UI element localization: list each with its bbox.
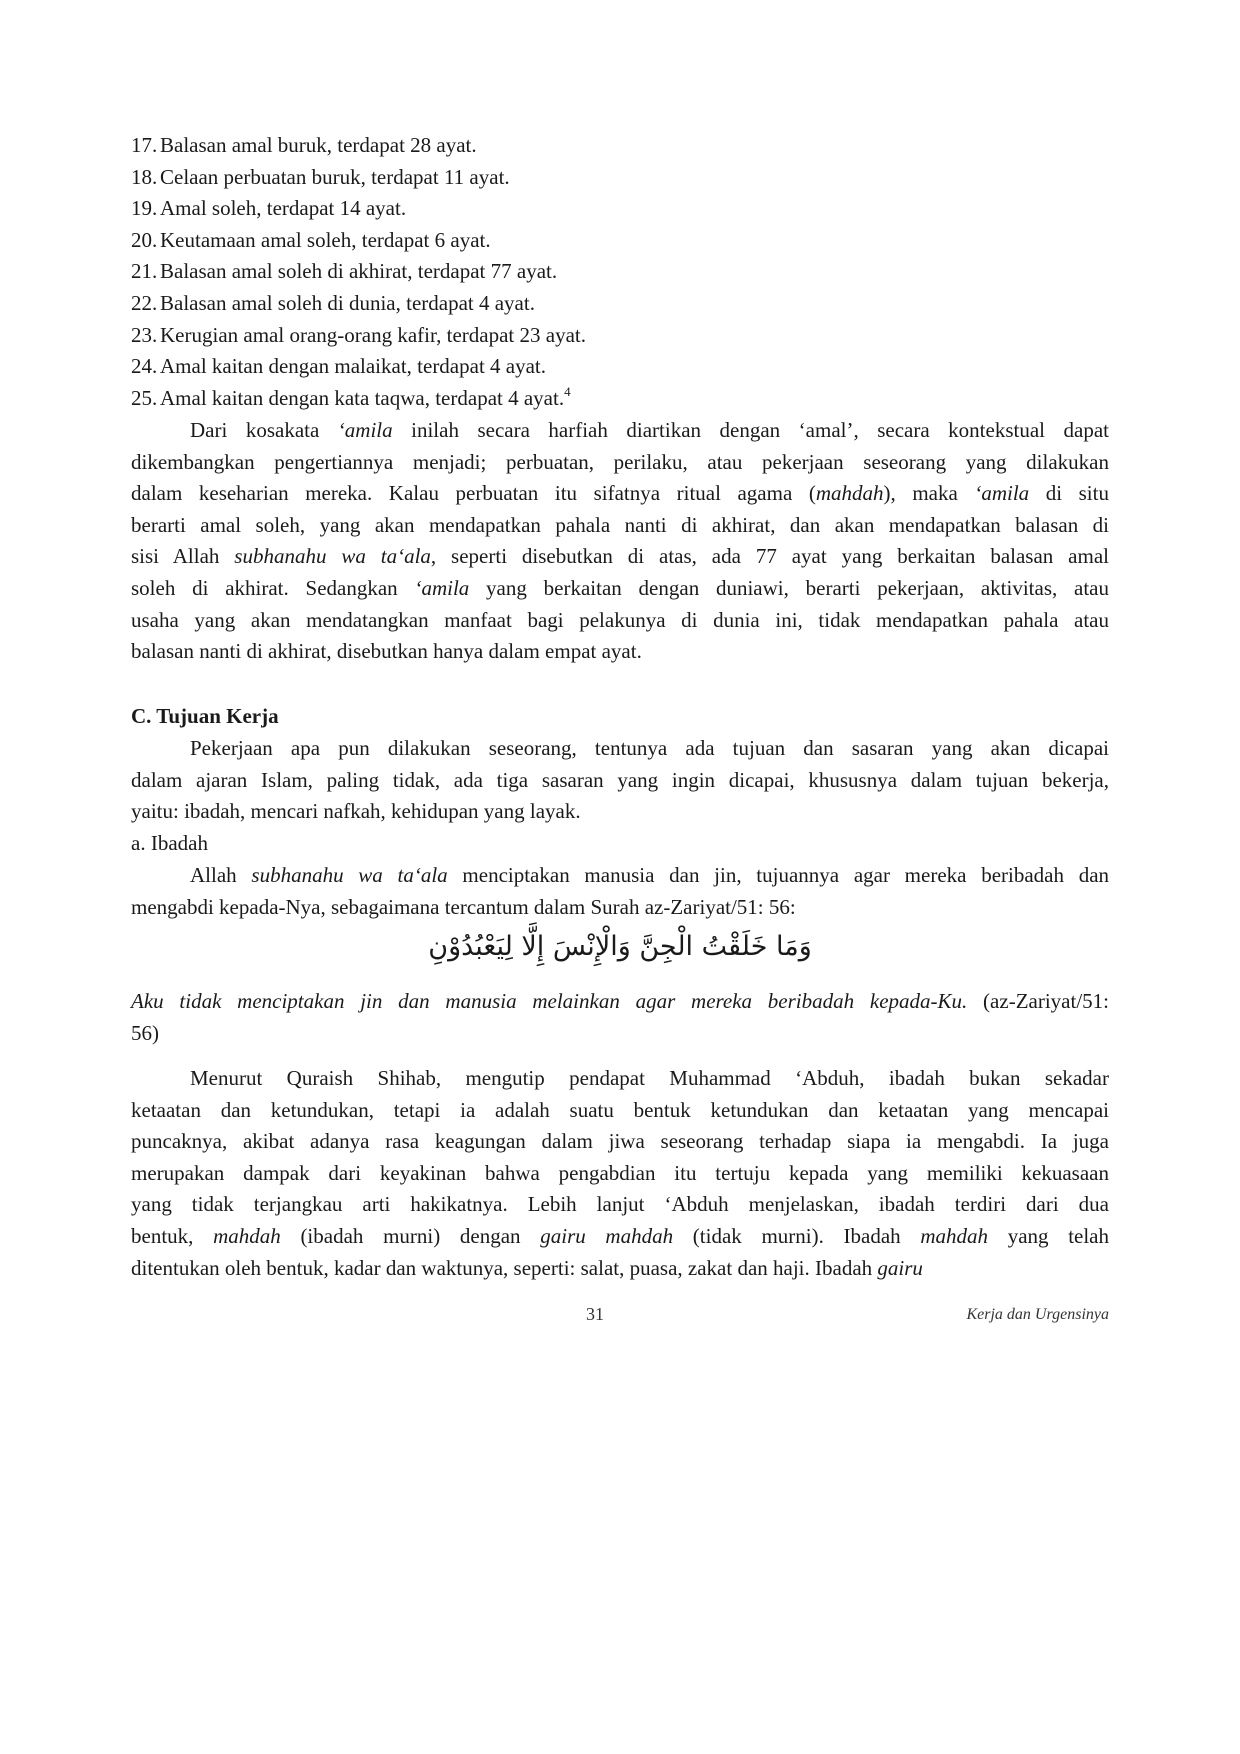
list-item — [131, 227, 1109, 253]
text-run: (az-Zariyat/51: — [967, 989, 1109, 1013]
text-run: ketaatan dan ketundukan, tetapi ia adalah suatu bentuk ketundukan dan ketaatan yang mencapai — [131, 1097, 1109, 1122]
text-line — [131, 798, 1109, 824]
list-text: Balasan amal soleh di dunia, terdapat 4 ayat. — [160, 291, 535, 315]
text-line — [131, 1223, 1109, 1249]
list-text: Balasan amal buruk, terdapat 28 ayat. — [160, 133, 477, 157]
text-line — [131, 1160, 1109, 1186]
italic-text: gairu — [877, 1255, 923, 1280]
text-run: Menurut Quraish Shihab, mengutip pendapat Muhammad ‘Abduh, ibadah bukan sekadar — [190, 1066, 1109, 1090]
text-line — [131, 862, 1109, 888]
text-run: di situ — [1029, 481, 1109, 506]
list-item — [131, 385, 1109, 411]
running-title: Kerja dan Urgensinya — [966, 1306, 1109, 1323]
text-run: yang tidak terjangkau arti hakikatnya. Lebih lanjut ‘Abduh menjelaskan, ibadah terdiri dari dua — [131, 1192, 1109, 1217]
list-item — [131, 290, 1109, 316]
list-number: 20. — [131, 227, 158, 252]
text-run: balasan nanti di akhirat, disebutkan hanya dalam empat ayat. — [131, 639, 642, 664]
text-line — [131, 575, 1109, 601]
text-run: Pekerjaan apa pun dilakukan seseorang, tentunya ada tujuan dan sasaran yang akan dicapai — [190, 736, 1109, 760]
list-item — [131, 322, 1109, 348]
text-run: (ibadah murni) dengan — [280, 1224, 541, 1248]
text-run: dikembangkan pengertiannya menjadi; perbuatan, perilaku, atau pekerjaan seseorang yang dilakukan — [131, 449, 1109, 474]
subheading-ibadah: a. Ibadah — [131, 831, 208, 855]
list-text: Amal soleh, terdapat 14 ayat. — [160, 196, 407, 221]
italic-text: subhanahu wa ta‘ala — [234, 544, 431, 569]
list-text: Kerugian amal orang-orang kafir, terdapat 23 ayat. — [160, 322, 586, 347]
text-run: dalam keseharian mereka. Kalau perbuatan itu sifatnya ritual agama ( — [131, 481, 816, 506]
text-run: yang berkaitan dengan duniawi, berarti pekerjaan, aktivitas, atau — [469, 576, 1109, 600]
list-item — [131, 258, 1109, 284]
text-run: yang telah — [988, 1224, 1109, 1248]
italic-text: ‘amila — [974, 481, 1030, 506]
text-line — [131, 512, 1109, 538]
list-number: 23. — [131, 322, 158, 347]
text-run: ), maka — [883, 481, 975, 506]
list-item — [131, 195, 1109, 221]
list-number: 25. — [131, 385, 158, 410]
text-line — [131, 1020, 1109, 1046]
text-run: berarti amal soleh, yang akan mendapatkan pahala nanti di akhirat, dan akan mendapatkan balasan di — [131, 512, 1109, 537]
list-item — [131, 164, 1109, 190]
text-line — [131, 417, 1109, 443]
text-run: puncaknya, akibat adanya rasa keagungan dalam jiwa seseorang terhadap siapa ia mengabdi. Ia juga — [131, 1129, 1109, 1154]
text-run: dalam ajaran Islam, paling tidak, ada tiga sasaran yang ingin dicapai, khususnya dalam tujuan bekerja, — [131, 767, 1109, 792]
page-number: 31 — [586, 1304, 604, 1324]
text-line — [131, 449, 1109, 475]
list-text: Celaan perbuatan buruk, terdapat 11 ayat. — [160, 164, 510, 189]
italic-text: mahdah — [815, 481, 884, 506]
text-line — [131, 1191, 1109, 1217]
list-number: 21. — [131, 259, 158, 284]
text-run: Allah — [190, 863, 252, 887]
italic-text: Aku tidak menciptakan jin dan manusia melainkan agar mereka beribadah kepada-Ku. — [131, 989, 968, 1013]
italic-text: gairu mahdah — [540, 1224, 674, 1248]
list-number: 17. — [131, 133, 158, 157]
text-run: (tidak murni). Ibadah — [673, 1224, 921, 1248]
text-line — [131, 735, 1109, 761]
italic-text: ‘amila — [414, 576, 470, 600]
text-line — [131, 1255, 1109, 1281]
list-text: Amal kaitan dengan malaikat, terdapat 4 ayat. — [160, 354, 547, 379]
text-run: bentuk, — [131, 1224, 214, 1248]
text-run: usaha yang akan mendatangkan manfaat bagi pelakunya di dunia ini, tidak mendapatkan pahala atau — [131, 607, 1109, 632]
list-item — [131, 132, 1109, 158]
section-heading: C. Tujuan Kerja — [131, 704, 279, 728]
italic-text: subhanahu wa ta‘ala — [251, 863, 448, 887]
arabic-verse: وَمَا خَلَقْتُ الْجِنَّ وَالْإِنْسَ إِلَّا لِيَعْبُدُوْنِ — [428, 931, 812, 962]
text-run: Dari kosakata — [190, 418, 338, 442]
text-run: soleh di akhirat. Sedangkan — [131, 576, 415, 600]
text-line — [131, 1065, 1109, 1091]
list-text: Balasan amal soleh di akhirat, terdapat 77 ayat. — [160, 259, 558, 284]
text-run: menciptakan manusia dan jin, tujuannya agar mereka beribadah dan — [447, 863, 1110, 887]
italic-text: ‘amila — [337, 418, 393, 442]
text-line — [131, 1097, 1109, 1123]
text-run: merupakan dampak dari keyakinan bahwa pengabdian itu tertuju kepada yang memiliki kekuasaan — [131, 1160, 1109, 1185]
list-number: 18. — [131, 164, 158, 189]
text-run: inilah secara harfiah diartikan dengan ‘amal’, secara kontekstual dapat — [392, 418, 1109, 442]
list-number: 19. — [131, 196, 158, 221]
text-line — [131, 767, 1109, 793]
text-line — [131, 988, 1109, 1014]
text-line — [131, 543, 1109, 569]
text-line — [131, 607, 1109, 633]
text-line — [131, 638, 1109, 664]
italic-text: mahdah — [213, 1224, 281, 1248]
text-line — [131, 1128, 1109, 1154]
text-line — [131, 894, 1109, 920]
list-number: 24. — [131, 354, 158, 379]
text-run: yaitu: ibadah, mencari nafkah, kehidupan yang layak. — [131, 799, 581, 824]
italic-text: mahdah — [920, 1224, 989, 1248]
list-text: Amal kaitan dengan kata taqwa, terdapat 4 ayat. — [160, 385, 565, 410]
list-number: 22. — [131, 291, 158, 315]
list-item — [131, 353, 1109, 379]
list-text: Keutamaan amal soleh, terdapat 6 ayat. — [160, 227, 491, 252]
footnote-marker: 4 — [564, 383, 571, 399]
text-run: sisi Allah — [131, 544, 235, 569]
text-run: , seperti disebutkan di atas, ada 77 ayat yang berkaitan balasan amal — [430, 544, 1109, 569]
text-run: ditentukan oleh bentuk, kadar dan waktunya, seperti: salat, puasa, zakat dan haji. Ibadah — [131, 1255, 878, 1280]
text-line — [131, 480, 1109, 506]
text-run: mengabdi kepada-Nya, sebagaimana tercantum dalam Surah az-Zariyat/51: 56: — [131, 894, 796, 919]
text-run: 56) — [131, 1020, 159, 1045]
